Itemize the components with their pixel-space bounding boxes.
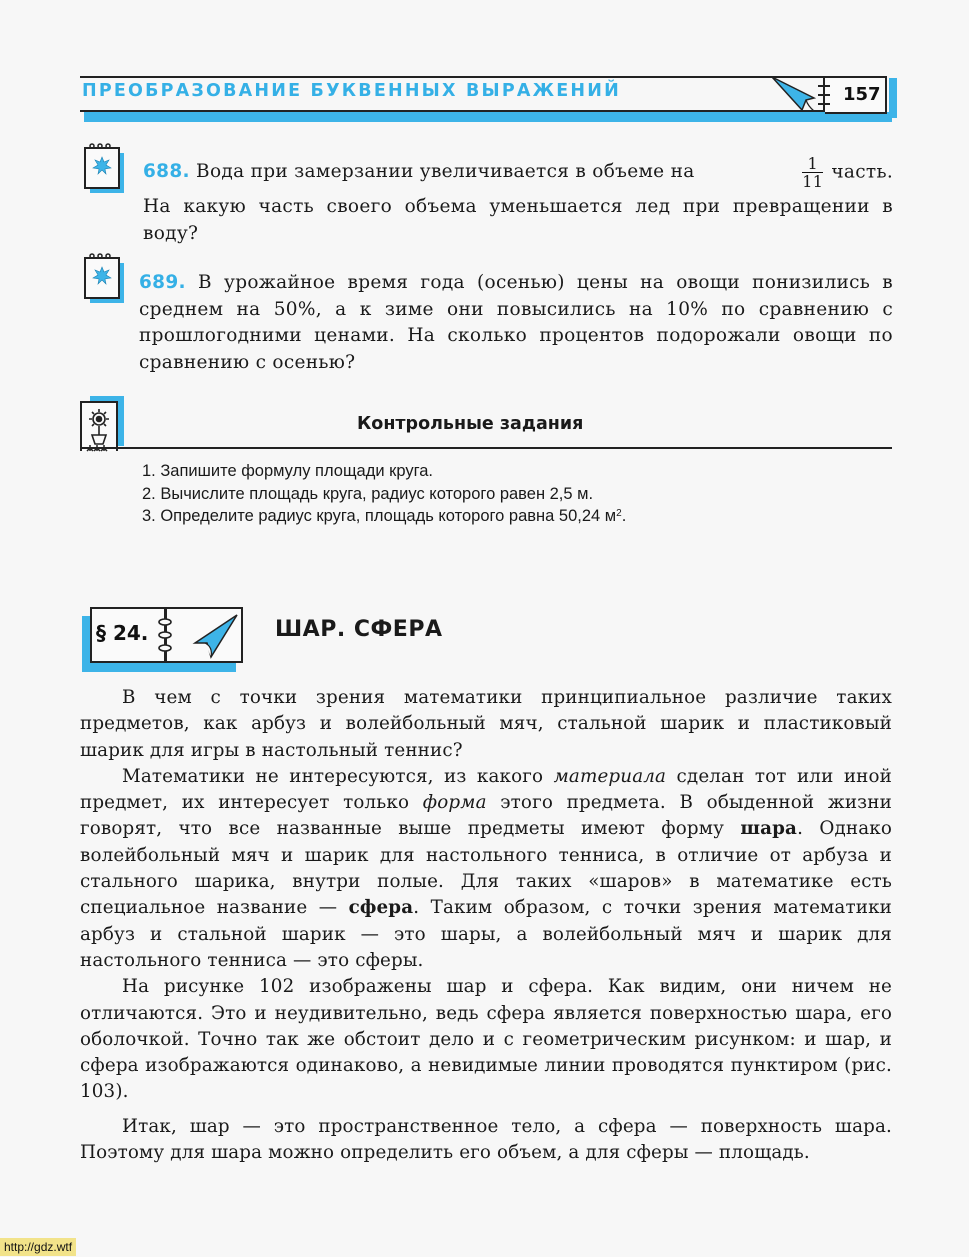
paragraph: В чем с точки зрения математики принципиальное различие таких предметов, как арбуз и волейбольный мяч, стальной шарик и пластиковый шарик для игры в настольный теннис? bbox=[80, 687, 892, 761]
control-tasks-rule bbox=[80, 447, 892, 449]
control-icon-box bbox=[80, 401, 118, 451]
body-text bbox=[80, 685, 892, 1166]
control-tasks-list bbox=[142, 460, 626, 528]
header-rule-top bbox=[80, 76, 870, 78]
problem-689 bbox=[139, 270, 893, 376]
page-number: 157 bbox=[843, 84, 881, 105]
chapter-title: ПРЕОБРАЗОВАНИЕ БУКВЕННЫХ ВЫРАЖЕНИЙ bbox=[82, 81, 621, 101]
problem-text: В урожайное время года (осенью) цены на овощи понизились в среднем на 50%, а к зиме они повысились на 10% по сравнению с прошлогодними ценами. На сколько процентов подорожали овощи по сравнению с осенью? bbox=[139, 272, 893, 373]
star-notepad-icon bbox=[84, 141, 120, 187]
watermark-link[interactable]: http://gdz.wtf bbox=[0, 1238, 76, 1256]
ring-binder-icon bbox=[817, 80, 831, 110]
fraction: $\frac{1}{11}$ bbox=[802, 153, 824, 191]
problem-688 bbox=[143, 153, 893, 247]
page-tab-shadow bbox=[889, 78, 897, 118]
ring-binder-icon bbox=[157, 613, 173, 657]
section-badge-page bbox=[165, 607, 243, 663]
emphasis: материала bbox=[553, 765, 667, 787]
running-header bbox=[80, 72, 888, 116]
star-notepad-icon bbox=[84, 251, 120, 297]
page-tab bbox=[825, 76, 887, 114]
problem-number: 688. bbox=[143, 160, 190, 182]
paragraph: Итак, шар — это пространственное тело, а сфера — поверхность шара. Поэтому для шара можно определить его объем, а для сферы — площадь. bbox=[80, 1115, 892, 1164]
emphasis: форма bbox=[422, 792, 487, 814]
term: сфера bbox=[348, 897, 414, 919]
section-title: ШАР. СФЕРА bbox=[275, 617, 443, 642]
paragraph: На рисунке 102 изображены шар и сфера. Как видим, они ничем не отличаются. Это и неудивительно, ведь сфера является поверхностью шара, его оболочкой. Точно так же обстоит дело и с геометрическим рисунком: и шар, и сфера изображаются одинаково, а невидимые линии проводятся пунктиром (рис. 103). bbox=[80, 976, 892, 1103]
control-task-item: 1. Запишите формулу площади круга. bbox=[142, 462, 434, 480]
section-number: § 24. bbox=[96, 621, 149, 645]
header-shadow bbox=[84, 112, 892, 122]
section-badge bbox=[90, 607, 166, 663]
term: шара bbox=[740, 818, 798, 840]
problem-text: На какую часть своего объема уменьшается лед при превращении в воду? bbox=[143, 196, 893, 244]
control-task-item: 3. Определите радиус круга, площадь которого равна 50,24 $м^2$. bbox=[142, 507, 627, 525]
paragraph: Математики не интересуются, из какого материала сделан тот или иной предмет, их интересует только форма этого предмета. В обыденной жизни говорят, что все названные выше предметы имеют форму шара. Однако волейбольный мяч и шарик для настольного тенниса, в отличие от арбуза и стального шарика, внутри полые. Для таких «шаров» в математике есть специальное название — сфера. Таким образом, с точки зрения математики арбуз и стальной шарик — это шары, а волейбольный мяч и шарик для настольного тенниса — это сферы. bbox=[80, 765, 892, 971]
header-rule-bottom bbox=[80, 110, 870, 112]
problem-689-icon bbox=[84, 257, 118, 297]
page-corner-icon bbox=[191, 613, 241, 659]
control-tasks-title: Контрольные задания bbox=[357, 414, 584, 434]
control-task-item: 2. Вычислите площадь круга, радиус которого равен 2,5 м. bbox=[142, 484, 594, 503]
problem-text: Вода при замерзании увеличивается в объеме на bbox=[196, 160, 695, 182]
superscript: 2 bbox=[616, 508, 622, 519]
problem-688-icon bbox=[84, 147, 118, 187]
problem-number: 689. bbox=[139, 272, 186, 293]
problem-text: часть. bbox=[831, 161, 893, 182]
